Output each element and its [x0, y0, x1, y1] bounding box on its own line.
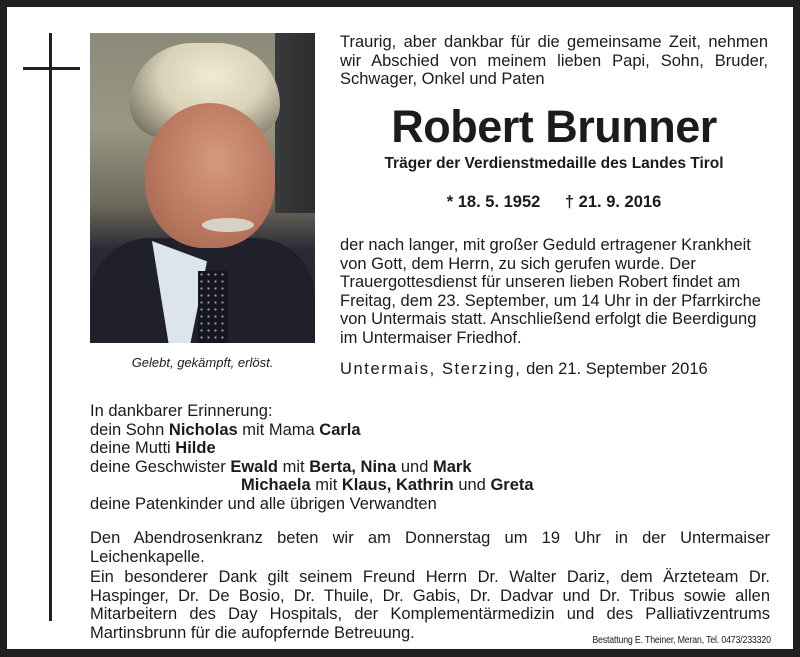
- place-date: den 21. September 2016: [526, 360, 708, 378]
- mourner-name: Nicholas: [168, 420, 238, 439]
- mourner-relation: deine Mutti: [90, 439, 176, 457]
- place-location: Untermais, Sterzing,: [340, 360, 522, 378]
- mourner-name: Klaus, Kathrin: [341, 476, 454, 494]
- thanks-text: Ein besonderer Dank gilt seinem Freund Herrn Dr. Walter Dariz, dem Ärzteteam Dr. Haspinger, Dr. De Bosio, Dr. Thuile, Dr. Gabis, Dr. Dadvar und Dr. Tribus sowie allen Mitarbeitern des Day Hospitals, der Komplementärmedizin und des Palliativzentrums Martinsbrunn für die aufopfernde Betreuung.: [90, 568, 770, 642]
- mourner-name: Berta, Nina: [309, 457, 397, 476]
- mourner-name: Mark: [433, 457, 472, 476]
- mourner-relation: und: [453, 476, 491, 494]
- deceased-name: Robert Brunner: [391, 101, 717, 152]
- funeral-details: der nach langer, mit großer Geduld ertragener Krankheit von Gott, dem Herrn, zu sich gerufen wurde. Der Trauergottesdienst für unseren lieben Robert findet am Freitag, dem 23. September, um 14 Uhr in der Pfarrkirche von Untermais statt. Anschließend erfolgt die Beerdigung im Untermaiser Friedhof.: [340, 236, 761, 347]
- mourner-relation: deine Geschwister: [90, 457, 231, 476]
- mourner-line: [90, 439, 650, 458]
- portrait-photo: [90, 33, 315, 343]
- mourners-lines: [90, 421, 650, 514]
- honor-title: Träger der Verdienstmedaille des Landes Tirol: [384, 155, 724, 172]
- mourner-relation: deine Patenkinder und alle übrigen Verwandten: [90, 494, 437, 513]
- mourner-name: Hilde: [175, 439, 216, 457]
- intro-text: Traurig, aber dankbar für die gemeinsame Zeit, nehmen wir Abschied von meinem lieben Papi, Sohn, Bruder, Schwager, Onkel und Paten: [340, 33, 768, 88]
- death-date: † 21. 9. 2016: [564, 193, 662, 211]
- cross-vertical-bar: [49, 33, 52, 621]
- mourner-line: [90, 476, 650, 495]
- mourner-relation: dein Sohn: [90, 420, 169, 439]
- life-dates: [340, 193, 768, 212]
- mourner-name: Michaela: [241, 476, 311, 494]
- mourner-name: Greta: [490, 476, 534, 494]
- undertaker-credit: Bestattung E. Theiner, Meran, Tel. 0473/233320: [592, 635, 771, 646]
- mourner-relation: mit: [310, 476, 342, 494]
- birth-date: * 18. 5. 1952: [446, 193, 541, 211]
- mourner-name: Carla: [319, 420, 361, 439]
- cross-horizontal-bar: [23, 67, 80, 70]
- mourner-name: Ewald: [230, 457, 279, 476]
- mourner-line: [90, 421, 650, 440]
- mourner-relation: und: [396, 457, 433, 476]
- photo-caption: Gelebt, gekämpft, erlöst.: [131, 355, 274, 370]
- mourner-line: [90, 495, 650, 514]
- mourner-relation: mit Mama: [237, 420, 320, 439]
- mourner-relation: mit: [278, 457, 310, 476]
- rosary-notice: Den Abendrosenkranz beten wir am Donnerstag um 19 Uhr in der Untermaiser Leichenkapelle.: [90, 529, 770, 566]
- place-and-date: [340, 360, 768, 379]
- mourners-heading: In dankbarer Erinnerung:: [90, 402, 273, 420]
- mourners-list: [90, 402, 650, 513]
- mourner-line: [90, 458, 650, 477]
- obituary-notice: [7, 7, 793, 649]
